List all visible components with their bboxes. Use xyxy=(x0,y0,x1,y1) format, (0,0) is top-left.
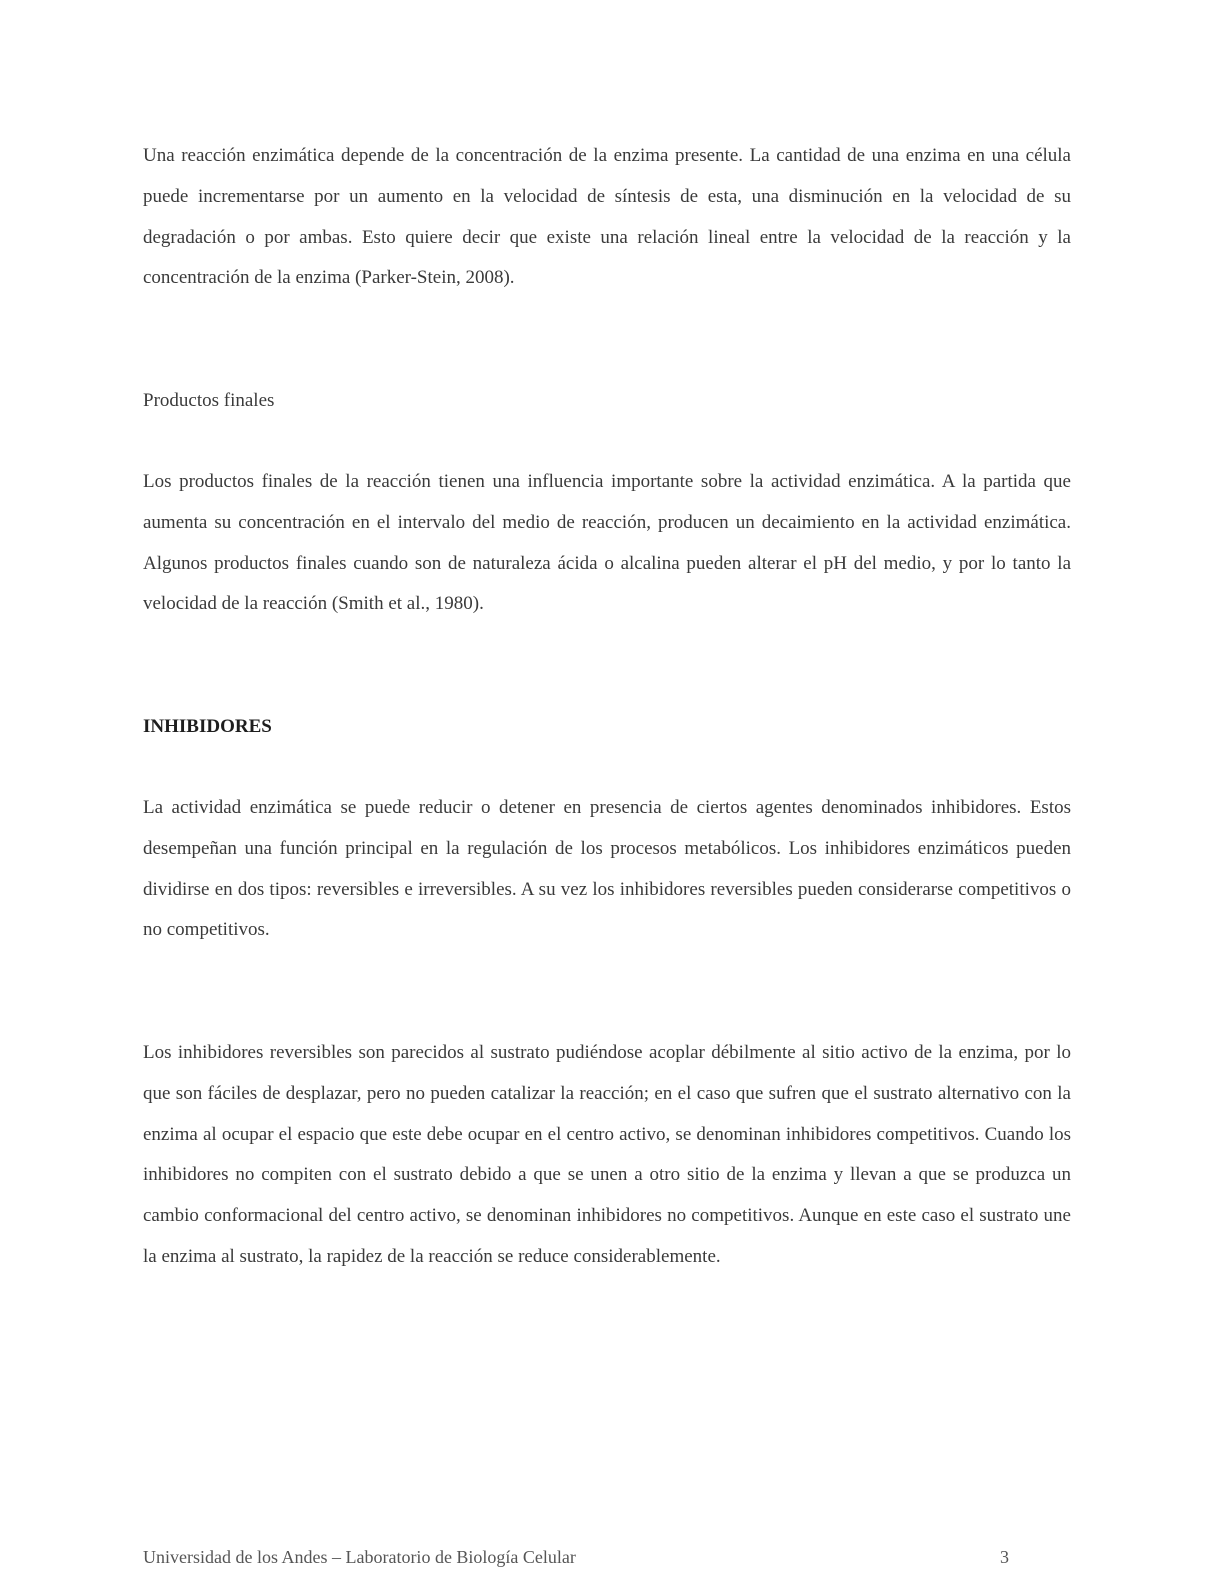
section-heading-inhibidores: INHIBIDORES xyxy=(143,716,272,737)
paragraph-inhibidores-intro: La actividad enzimática se puede reducir o detener en presencia de ciertos agentes denominados inhibidores. Estos desempeñan una función principal en la regulación de los procesos metabólicos. Los inhibidores enzimáticos pueden dividirse en dos tipos: reversibles e irreversibles. A su vez los inhibidores reversibles pueden considerarse competitivos o no competitivos. xyxy=(143,797,1071,941)
paragraph-productos-finales: Los productos finales de la reacción tienen una influencia importante sobre la actividad enzimática. A la partida que aumenta su concentración en el intervalo del medio de reacción, producen un decaimiento en la actividad enzimática. Algunos productos finales cuando son de naturaleza ácida o alcalina pueden alterar el pH del medio, y por lo tanto la velocidad de la reacción (Smith et al., 1980). xyxy=(143,471,1071,615)
footer-institution: Universidad de los Andes – Laboratorio de Biología Celular xyxy=(143,1547,576,1567)
paragraph-inhibidores-reversibles: Los inhibidores reversibles son parecidos al sustrato pudiéndose acoplar débilmente al sitio activo de la enzima, por lo que son fáciles de desplazar, pero no pueden catalizar la reacción; en el caso que sufren que el sustrato alternativo con la enzima al ocupar el espacio que este debe ocupar en el centro activo, se denominan inhibidores competitivos. Cuando los inhibidores no compiten con el sustrato debido a que se unen a otro sitio de la enzima y llevan a que se produzca un cambio conformacional del centro activo, se denominan inhibidores no competitivos. Aunque en este caso el sustrato une la enzima al sustrato, la rapidez de la reacción se reduce considerablemente. xyxy=(143,1042,1071,1267)
paragraph-intro: Una reacción enzimática depende de la concentración de la enzima presente. La cantidad de una enzima en una célula puede incrementarse por un aumento en la velocidad de síntesis de esta, una disminución en la velocidad de su degradación o por ambas. Esto quiere decir que existe una relación lineal entre la velocidad de la reacción y la concentración de la enzima (Parker-Stein, 2008). xyxy=(143,145,1071,289)
subheading-productos-finales: Productos finales xyxy=(143,390,275,411)
page-number: 3 xyxy=(1000,1547,1009,1567)
